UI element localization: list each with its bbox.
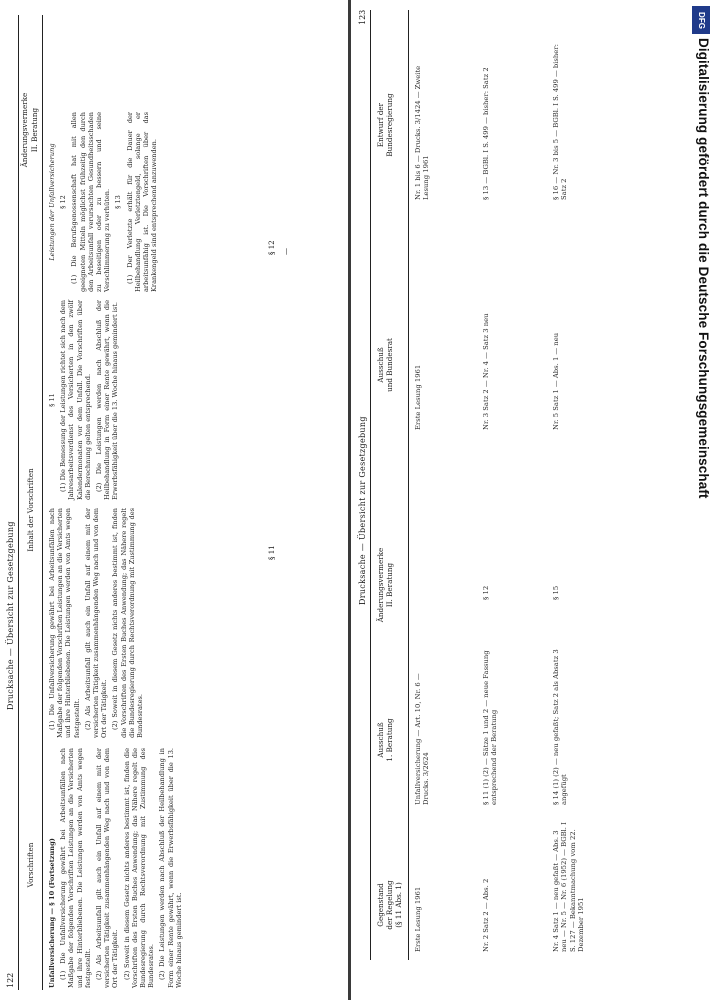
para-mark: § 13 bbox=[114, 195, 123, 209]
header-left: Gegenstand der Regelung (§ 11 Abs. 1) bbox=[376, 880, 403, 930]
text-column-2 bbox=[48, 508, 147, 738]
col-header: Ausschuß und Bundesrat bbox=[376, 338, 394, 392]
paragraph: (2) Als Arbeitsunfall gilt auch ein Unfall auf einem mit der versicherten Tätigkeit zusammenhängenden Weg nach und von dem Ort der Tätigkeit. bbox=[95, 748, 120, 988]
right-running-head: Drucksache — Übersicht zur Gesetzgebung bbox=[358, 416, 367, 605]
side-mark: § 12 bbox=[268, 240, 276, 255]
text-column-3 bbox=[48, 300, 123, 500]
para-mark: § 11 bbox=[48, 393, 56, 407]
table-cell: Nr. 5 Satz 1 — Abs. 1 — neu bbox=[552, 332, 560, 430]
col-header-aenderung: Änderungsvermerke bbox=[20, 92, 29, 168]
table-cell: § 13 — BGBl. I S. 499 — bisher: Satz 2 bbox=[482, 67, 490, 200]
paragraph: (1) Die Berufsgenossenschaft hat mit allen geeigneten Mitteln möglichst frühzeitig den durch den Arbeitsunfall verursachten Gesundheitsschaden zu beseitigen oder zu bessern und seine Verschlimmerung zu verhüten. bbox=[70, 112, 112, 292]
col-header: Entwurf der Bundesregierung bbox=[376, 93, 394, 157]
dfg-banner bbox=[689, 0, 713, 1000]
left-page-content bbox=[0, 0, 350, 1000]
dfg-logo-text: DFG bbox=[696, 11, 706, 29]
table-cell: § 14 (1) (2) — neu gefaßt; Satz 2 als Absatz 3 angefügt bbox=[552, 649, 569, 805]
left-page-number: 122 bbox=[6, 972, 15, 988]
head-rule bbox=[18, 15, 19, 990]
subhead-rule bbox=[408, 10, 409, 960]
table-cell: § 16 — Nr. 3 bis 5 — BGBl. I S. 499 — bisher: Satz 2 bbox=[552, 44, 569, 200]
subsection-title: Leistungen der Unfallversicherung bbox=[48, 143, 56, 261]
paragraph: (2) Soweit in diesem Gesetz nichts anderes bestimmt ist, finden die Vorschriften des Ersten Buches Anwendung; das Nähere regelt die Bundesregierung durch Rechtsverordnung mit Zustimmung des Bundesrates. bbox=[111, 508, 145, 738]
table-cell: Unfallversicherung — Art. 10, Nr. 6 — Drucks. 3/2624 bbox=[414, 673, 431, 805]
table-cell: Nr. 3 Satz 2 — Nr. 4 — Satz 3 neu bbox=[482, 313, 490, 430]
right-page bbox=[352, 0, 687, 1000]
paragraph: (1) Die Unfallversicherung gewährt bei Arbeitsunfällen nach Maßgabe der folgenden Vorschriften Leistungen an die Versicherten und ihre Hinterbliebenen. Die Leistungen werden von Amts wegen festgestellt. bbox=[59, 748, 92, 988]
side-mark: § 11 bbox=[268, 545, 276, 560]
head-rule bbox=[370, 10, 371, 960]
text-column-1 bbox=[48, 748, 186, 988]
left-page bbox=[0, 0, 350, 1000]
dfg-funding-note: Digitalisierung gefördert durch die Deutsche Forschungsgemeinschaft bbox=[696, 38, 711, 499]
col-header-aenderung-sub: II. Beratung bbox=[30, 107, 39, 153]
paragraph: (2) Die Leistungen werden nach Abschluß der Heilbehandlung in Form einer Rente gewährt, wenn die Erwerbsfähigkeit über die 13. Woche hinaus gemindert ist. bbox=[95, 300, 120, 500]
right-page-content bbox=[352, 0, 687, 1000]
table-cell: § 15 bbox=[552, 585, 560, 600]
col-header-vorschriften: Vorschriften bbox=[26, 842, 35, 888]
col-header: Ausschuß 1. Beratung bbox=[376, 718, 394, 762]
subhead-rule bbox=[42, 15, 43, 990]
book-gutter bbox=[348, 0, 351, 1000]
right-page-number: 123 bbox=[358, 9, 367, 25]
table-cell: § 12 bbox=[482, 585, 490, 600]
table-cell: § 11 (1) (2) — Sätze 1 und 2 — neue Fassung entsprechend der Beratung bbox=[482, 650, 499, 805]
paragraph: (1) Der Verletzte erhält für die Dauer der Heilbehandlung Verletztengeld, solange er arbeitsunfähig ist. Die Vorschriften über das Krankengeld sind entsprechend anzuwenden. bbox=[125, 112, 159, 292]
table-cell: Nr. 2 Satz 2 — Abs. 2 bbox=[482, 878, 490, 952]
table-cell: Erste Lesung 1961 bbox=[414, 364, 422, 430]
table-cell: Erste Lesung 1961 bbox=[414, 886, 422, 952]
para-mark: § 12 bbox=[59, 195, 68, 209]
dfg-logo-icon bbox=[692, 6, 710, 34]
table-cell: Nr. 4 Satz 1 — neu gefaßt — Abs. 3 neu — Nr. 5 — Nr. 6 (1952) — BGBl. I S. 127 — Bekanntmachung vom 22. Dezember 1951 bbox=[552, 822, 586, 952]
col-header: Änderungsvermerke II. Beratung bbox=[376, 547, 394, 623]
paragraph: (1) Die Unfallversicherung gewährt bei Arbeitsunfällen nach Maßgabe der folgenden Vorschriften Leistungen an die Versicherten und ihre Hinterbliebenen. Die Leistungen werden von Amts wegen festgestellt. bbox=[48, 508, 81, 738]
paragraph: (2) Die Leistungen werden nach Abschluß der Heilbehandlung in Form einer Rente gewährt, wenn die Erwerbsfähigkeit über die 13. Woche hinaus gemindert ist. bbox=[158, 748, 183, 988]
paragraph: (2) Soweit in diesem Gesetz nichts anderes bestimmt ist, finden die Vorschriften des Ersten Buches Anwendung; das Nähere regelt die Bundesregierung durch Rechtsverordnung mit Zustimmung des Bundesrates. bbox=[122, 748, 156, 988]
text-column-4 bbox=[48, 112, 161, 292]
paragraph: (1) Die Bemessung der Leistungen richtet sich nach dem Jahresarbeitsverdienst des Versicherten in den zwölf Kalendermonaten vor dem Unfall. Die Vorschriften über die Berechnung gelten entsprechend. bbox=[59, 300, 92, 500]
col-header-inhalt: Inhalt der Vorschriften bbox=[26, 468, 35, 552]
paragraph: (2) Als Arbeitsunfall gilt auch ein Unfall auf einem mit der versicherten Tätigkeit zusammenhängenden Weg nach und von dem Ort der Tätigkeit. bbox=[83, 508, 109, 738]
table-cell: Nr. 1 bis 6 — Drucks. 3/1424 — Zweite Lesung 1961 bbox=[414, 65, 431, 200]
left-running-head: Drucksache — Übersicht zur Gesetzgebung bbox=[6, 521, 15, 710]
side-mark: — bbox=[282, 248, 290, 255]
section-heading: Unfallversicherung — § 10 (Fortsetzung) bbox=[48, 838, 56, 988]
